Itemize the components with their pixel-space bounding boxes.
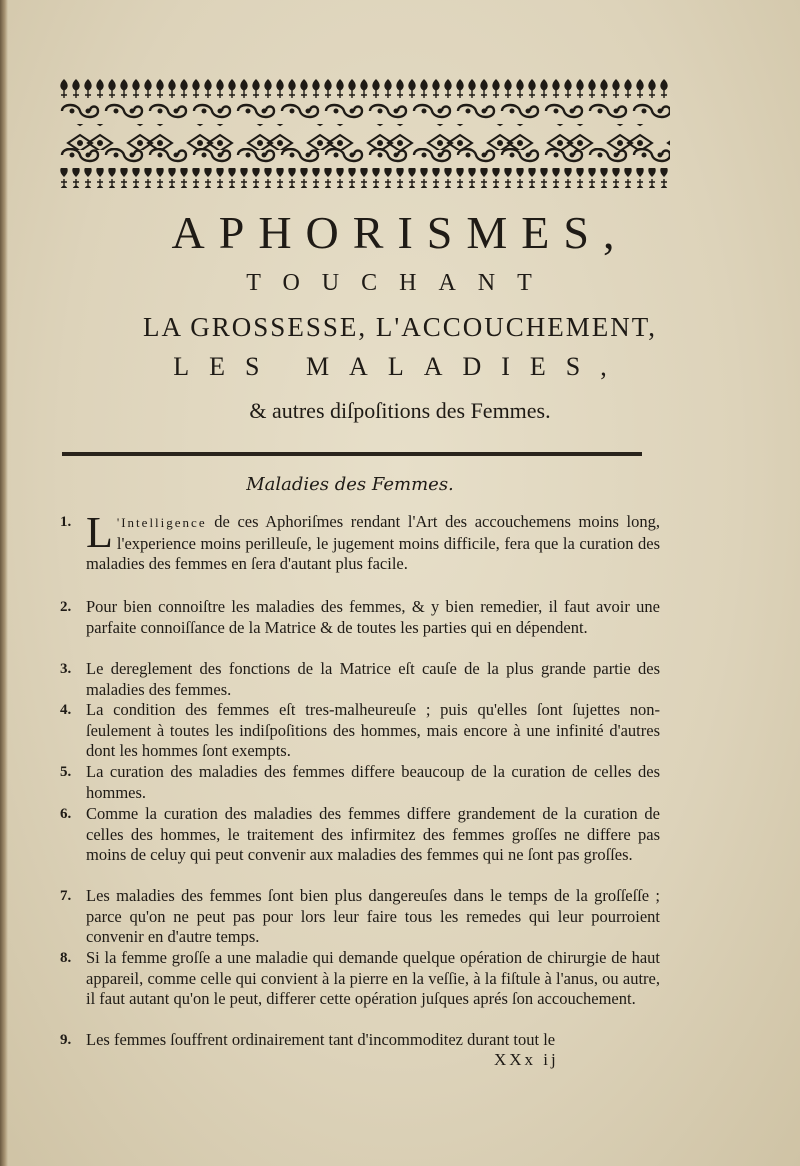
aphorism-number: 1. (60, 514, 72, 530)
aphorism-text: Pour bien connoiſtre les maladies des femmes, & y bien remedier, il faut avoir une parfaite connoiſſance de la Matrice & de toutes les parties qui en dépendent. (86, 597, 660, 637)
drop-cap: L (86, 508, 113, 557)
aphorism-text: La curation des maladies des femmes differe beaucoup de la curation de celles des hommes. (86, 762, 660, 802)
aphorism-text: Les maladies des femmes ſont bien plus dangereuſes dans le temps de la groſſeſſe ; parce qu'on ne peut pas pour lors leur faire tous les remedes qui leur pourroient convenir en d'autre temps. (86, 886, 660, 946)
aphorism-6 (60, 804, 660, 866)
aphorism-number: 7. (60, 888, 72, 904)
aphorism-number: 9. (60, 1032, 72, 1048)
title-line-grossesse: LA GROSSESSE, L'ACCOUCHEMENT, (143, 312, 657, 342)
aphorism-8 (60, 948, 660, 1010)
aphorism-5 (60, 762, 660, 803)
aphorism-text: Les femmes ſouffrent ordinairement tant d'incommoditez durant tout le (86, 1030, 556, 1049)
aphorism-text (86, 508, 660, 575)
aphorism-7 (60, 886, 660, 948)
aphorism-text: Le dereglement des fonctions de la Matrice eſt cauſe de la plus grande partie des maladies des femmes. (86, 659, 660, 699)
printers-ornament-band (58, 78, 670, 190)
aphorism-9 (60, 1030, 660, 1051)
small-caps-word: 'Intelligence (116, 515, 207, 530)
aphorism-text: Si la femme groſſe a une maladie qui demande quelque opération de chirurgie de haut appareil, comme celle qui convient à la pierre en la veſſie, à la fiſtule à l'anus, ou autre, il faut autant qu'on le peut, differer cette opération juſques aprés ſon accouchement. (86, 948, 660, 1008)
aphorism-2 (60, 597, 660, 638)
title-line-touchant: TOUCHANT (246, 270, 554, 296)
title-line-dispositions: & autres diſpoſitions des Femmes. (249, 398, 551, 423)
aphorism-1 (60, 508, 660, 575)
signature-mark: XXx ij (494, 1050, 559, 1069)
aphorism-3 (60, 659, 660, 700)
aphorism-number: 2. (60, 599, 72, 615)
aphorism-number: 3. (60, 661, 72, 677)
aphorism-text: Comme la curation des maladies des femmes differe grandement de la curation de celles des hommes, le traitement des infirmitez des femmes groſſes ne differe pas moins de celuy qui peut convenir aux maladies des femmes qui ne ſont pas groſſes. (86, 804, 660, 864)
aphorism-4 (60, 700, 660, 762)
aphorism-number: 5. (60, 764, 72, 780)
aphorism-body: de ces Aphoriſmes rendant l'Art des accouchemens moins long, l'experience moins perilleuſe, le jugement moins difficile, fera que la curation des maladies des femmes en ſera d'autant plus facile. (86, 512, 660, 573)
double-rule-divider (62, 452, 642, 456)
aphorism-number: 6. (60, 806, 72, 822)
title-line-maladies: LES MALADIES, (173, 352, 627, 381)
main-title: APHORISMES, (171, 207, 629, 258)
aphorism-number: 4. (60, 702, 72, 718)
section-heading: Maladies des Femmes. (246, 474, 454, 495)
page-spine-shadow (0, 0, 8, 1166)
aphorism-number: 8. (60, 950, 72, 966)
aphorism-text: La condition des femmes eſt tres-malheureuſe ; puis qu'elles ſont ſujettes non-ſeulement à toutes les indiſpoſitions des hommes, mais encore à une infinité d'autres dont les hommes ſont exempts. (86, 700, 660, 760)
